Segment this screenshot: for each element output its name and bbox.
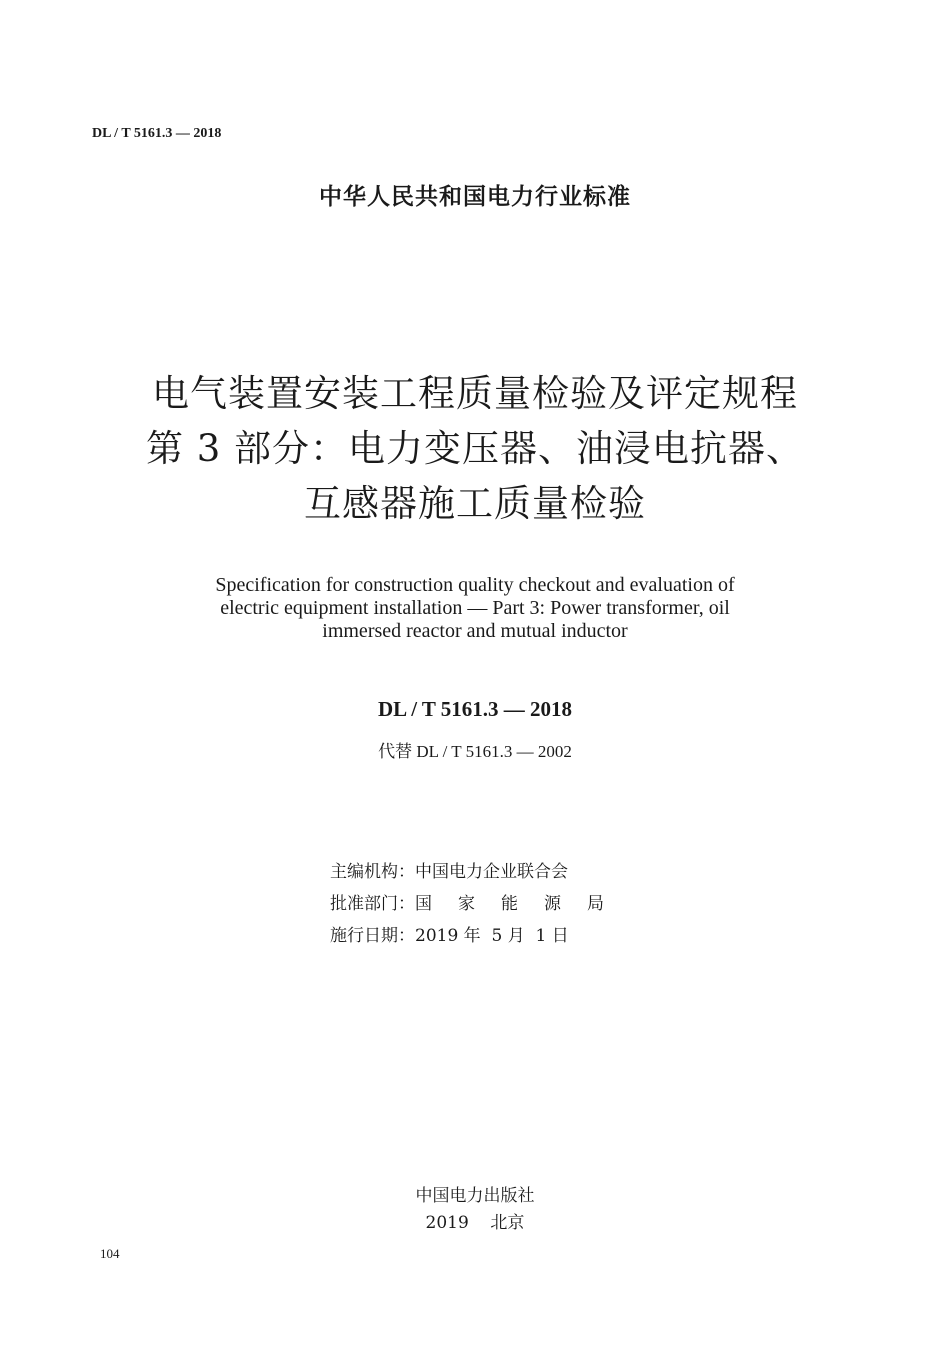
date-value: 2019 年 5 月 1 日 (415, 926, 569, 946)
date-label: 施行日期： (330, 926, 415, 946)
english-title-line-1: Specification for construction quality checkout and evaluation of (215, 574, 735, 596)
chinese-title-line-3: 互感器施工质量检验 (304, 482, 646, 525)
editor-value: 中国电力企业联合会 (415, 862, 568, 882)
publisher-year-place: 2019 北京 (425, 1213, 525, 1233)
standard-code: DL / T 5161.3 — 2018 (377, 697, 573, 721)
english-title-line-2: electric equipment installation — Part 3: Power transformer, oil (220, 597, 730, 619)
english-title-line-3: immersed reactor and mutual inductor (322, 620, 628, 642)
chinese-title-line-1: 电气装置安装工程质量检验及评定规程 (152, 372, 798, 415)
approver-char: 国 (415, 894, 432, 914)
editor-label: 主编机构： (330, 862, 415, 882)
publisher-name: 中国电力出版社 (415, 1186, 535, 1206)
approver-char: 能 (501, 894, 518, 914)
chinese-title-line-2: 第 3 部分：电力变压器、油浸电抗器、 (145, 427, 805, 470)
approver-value (415, 894, 604, 914)
editor-row (330, 856, 604, 888)
industry-standard-title: 中华人民共和国电力行业标准 (319, 184, 631, 210)
header-standard-code: DL / T 5161.3 — 2018 (92, 126, 222, 141)
publication-metadata (330, 856, 604, 952)
approver-row (330, 888, 604, 920)
page-number: 104 (100, 1246, 120, 1261)
approver-char: 局 (587, 894, 604, 914)
approver-char: 家 (458, 894, 475, 914)
approver-label: 批准部门： (330, 894, 415, 914)
chinese-title (0, 366, 950, 531)
date-row (330, 920, 604, 952)
english-title (0, 574, 950, 643)
publisher-block (0, 1183, 950, 1237)
replaces-standard: 代替 DL / T 5161.3 — 2002 (378, 742, 572, 761)
approver-char: 源 (544, 894, 561, 914)
